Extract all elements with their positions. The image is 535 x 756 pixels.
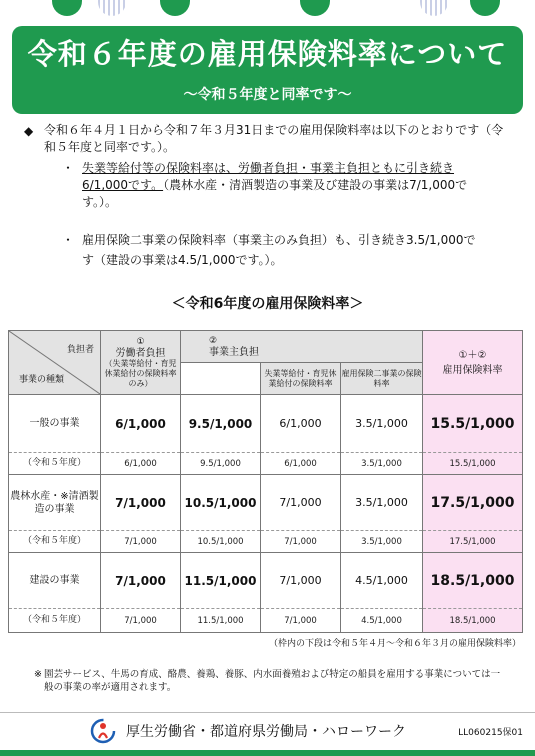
row-category: 建設の事業 xyxy=(9,553,101,609)
col-employer-header xyxy=(181,331,423,363)
col2-label: 事業主負担 xyxy=(209,346,259,358)
row-worker: 6/1,000 xyxy=(101,395,181,453)
intro-text: 令和６年４月１日から令和７年３月31日までの雇用保険料率は以下のとおりです（令和５年度と同率です。）。 xyxy=(44,123,504,154)
row-worker: 7/1,000 xyxy=(101,609,181,633)
row-total: 18.5/1,000 xyxy=(423,609,523,633)
decor-stripe xyxy=(420,0,448,16)
table-row xyxy=(9,475,523,531)
bullet-dot-icon: ・ xyxy=(62,233,75,247)
row-total: 18.5/1,000 xyxy=(423,553,523,609)
organization-name: 厚生労働省・都道府県労働局・ハローワーク xyxy=(126,724,406,740)
table-row-previous-year xyxy=(9,453,523,475)
col-worker-header xyxy=(101,331,181,395)
row-employer-a: 7/1,000 xyxy=(261,609,341,633)
row-employer: 10.5/1,000 xyxy=(181,475,261,531)
col1-num: ① xyxy=(136,336,145,347)
row-employer-b: 3.5/1,000 xyxy=(341,453,423,475)
sub-bullet-2 xyxy=(62,230,487,270)
row-worker: 7/1,000 xyxy=(101,531,181,553)
corner-bottom-label: 事業の種類 xyxy=(19,375,65,385)
row-employer-a: 6/1,000 xyxy=(261,395,341,453)
sub-bullet-1-rest: （農林水産・清酒製造の事業及び建設の事業は7/1,000です。）。 xyxy=(82,178,468,209)
row-total: 17.5/1,000 xyxy=(423,531,523,553)
page-subtitle: ～令和５年度と同率です～ xyxy=(183,87,352,103)
corner-top-label: 負担者 xyxy=(66,345,94,355)
footnote-text: 園芸サービス、牛馬の育成、酪農、養鶏、養豚、内水面養殖および特定の船員を雇用する事業については一般の事業の率が適用されます。 xyxy=(44,669,501,693)
row-worker: 7/1,000 xyxy=(101,553,181,609)
col-employer-a-header: 失業等給付・育児休業給付の保険料率 xyxy=(261,363,341,395)
bottom-bar xyxy=(0,750,535,756)
col-employer-b-header: 雇用保険二事業の保険料率 xyxy=(341,363,423,395)
row-employer-b: 3.5/1,000 xyxy=(341,475,423,531)
row-category: 農林水産・※清酒製造の事業 xyxy=(9,475,101,531)
footer-divider xyxy=(0,712,535,713)
row-employer-b: 3.5/1,000 xyxy=(341,531,423,553)
intro-paragraph xyxy=(24,122,504,156)
decor-dot xyxy=(160,0,190,16)
decor-dot xyxy=(470,0,500,16)
row-category: （令和５年度） xyxy=(9,609,101,633)
row-employer: 9.5/1,000 xyxy=(181,395,261,453)
row-employer: 9.5/1,000 xyxy=(181,453,261,475)
row-employer-b: 4.5/1,000 xyxy=(341,609,423,633)
col3-num: ①＋② xyxy=(458,349,487,361)
decor-stripe xyxy=(98,0,126,16)
col1-label: 労働者負担 xyxy=(115,347,166,359)
row-employer: 10.5/1,000 xyxy=(181,531,261,553)
document-code: LL060215保01 xyxy=(458,728,523,738)
row-total: 17.5/1,000 xyxy=(423,475,523,531)
table-row xyxy=(9,553,523,609)
rate-table xyxy=(8,330,523,633)
title-banner xyxy=(12,26,523,114)
row-category: 一般の事業 xyxy=(9,395,101,453)
row-employer-a: 7/1,000 xyxy=(261,553,341,609)
page-title: 令和６年度の雇用保険料率について xyxy=(27,37,508,71)
col-total-header xyxy=(423,331,523,395)
sub-bullet-1 xyxy=(62,160,487,211)
row-category: （令和５年度） xyxy=(9,453,101,475)
row-employer: 11.5/1,000 xyxy=(181,553,261,609)
row-employer-a: 7/1,000 xyxy=(261,475,341,531)
bullet-dot-icon: ・ xyxy=(62,161,75,175)
col2-num: ② xyxy=(209,335,218,346)
row-employer: 11.5/1,000 xyxy=(181,609,261,633)
decor-dot xyxy=(300,0,330,16)
table-row xyxy=(9,395,523,453)
sub-bullet-1-underlined: 失業等給付等の保険料率は、労働者負担・事業主負担ともに引き続き6/1,000です。 xyxy=(82,161,455,192)
table-row-previous-year xyxy=(9,531,523,553)
footnote xyxy=(34,668,504,694)
mhlw-logo-icon xyxy=(90,718,116,744)
row-worker: 7/1,000 xyxy=(101,475,181,531)
footnote-mark: ※ xyxy=(34,669,42,680)
top-decoration xyxy=(0,0,535,22)
row-employer-a: 6/1,000 xyxy=(261,453,341,475)
corner-header xyxy=(9,331,101,395)
col3-label: 雇用保険料率 xyxy=(442,364,503,376)
sub-bullet-2-text: 雇用保険二事業の保険料率（事業主のみ負担）も、引き続き3.5/1,000です（建設の事業は4.5/1,000です。）。 xyxy=(82,233,476,267)
col-employer-total-spacer xyxy=(181,363,261,395)
row-employer-a: 7/1,000 xyxy=(261,531,341,553)
table-note: （枠内の下段は令和５年４月～令和６年３月の雇用保険料率） xyxy=(268,639,521,649)
row-category: （令和５年度） xyxy=(9,531,101,553)
row-employer-b: 4.5/1,000 xyxy=(341,553,423,609)
row-employer-b: 3.5/1,000 xyxy=(341,395,423,453)
decor-dot xyxy=(52,0,82,16)
row-total: 15.5/1,000 xyxy=(423,453,523,475)
table-row-previous-year xyxy=(9,609,523,633)
row-worker: 6/1,000 xyxy=(101,453,181,475)
row-total: 15.5/1,000 xyxy=(423,395,523,453)
table-title: ＜令和6年度の雇用保険料率＞ xyxy=(171,296,364,312)
col1-note: （失業等給付・育児休業給付の保険料率のみ） xyxy=(104,358,177,388)
diamond-icon: ◆ xyxy=(24,124,34,138)
